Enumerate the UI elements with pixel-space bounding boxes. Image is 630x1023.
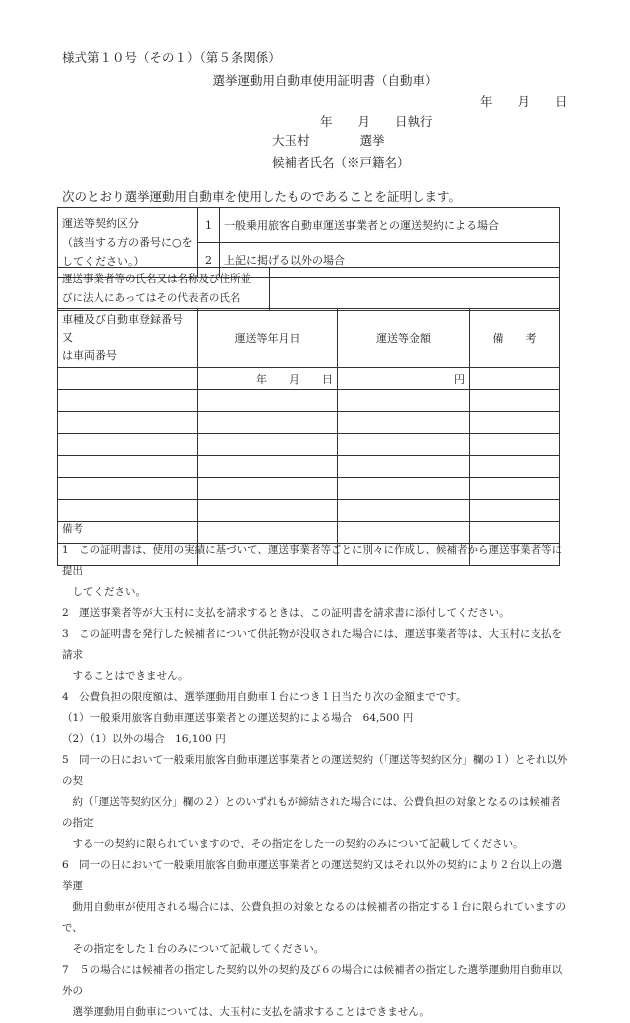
transport-amount-cell[interactable] [338,390,470,412]
transport-date-cell[interactable] [198,478,338,500]
election-date: 年 月 日執行 [320,114,433,129]
contract-option-2-text: 上記に掲げる以外の場合 [220,243,560,278]
note-3-cont: することはできません。 [62,670,189,682]
vehicle-id-header: 車種及び自動車登録番号又 は車両番号 [58,309,198,368]
remarks-cell[interactable] [470,434,560,456]
transport-amount-cell[interactable] [338,412,470,434]
contract-type-label: 運送等契約区分 （該当する方の番号に○を してください。） [58,208,198,278]
vehicle-id-cell[interactable] [58,478,198,500]
note-4-sub-2: （2）（1）以外の場合 16,100 円 [62,733,226,745]
note-6: 6 同一の日において一般乗用旅客自動車運送事業者との運送契約又はそれ以外の契約により２台以上の選挙運 [62,859,563,892]
transport-amount-header: 運送等金額 [338,309,470,368]
transport-amount-cell[interactable]: 円 [338,368,470,390]
election-name: 大玉村 選挙 [272,133,385,148]
transport-date-header: 運送等年月日 [198,309,338,368]
note-7-cont: 選挙運動用自動車については、大玉村に支払を請求することはできません。 [62,1006,430,1018]
operator-field[interactable] [270,268,560,311]
transport-date-cell[interactable]: 年 月 日 [198,368,338,390]
transport-amount-cell[interactable] [338,456,470,478]
vehicle-id-cell[interactable] [58,434,198,456]
notes-section [62,519,570,1023]
transport-amount-cell[interactable] [338,434,470,456]
remarks-cell[interactable] [470,368,560,390]
note-6-cont-2: その指定をした１台のみについて記載してください。 [62,943,325,955]
remarks-cell[interactable] [470,412,560,434]
remarks-header: 備 考 [470,309,560,368]
intro-statement: 次のとおり選挙運動用自動車を使用したものであることを証明します。 [62,189,462,204]
note-5: 5 同一の日において一般乗用旅客自動車運送事業者との運送契約（「運送等契約区分」欄の１）とそれ以外の契 [62,754,568,787]
table-row [58,478,560,500]
remarks-cell[interactable] [470,478,560,500]
note-5-cont-2: する一の契約に限られていますので、その指定をした一の契約のみについて記載してください。 [62,838,524,850]
transport-date-cell[interactable] [198,390,338,412]
form-number: 様式第１０号（その１）（第５条関係） [62,50,281,65]
note-5-cont-1: 約（「運送等契約区分」欄の２）とのいずれもが締結された場合には、公費負担の対象となるのは候補者の指定 [62,796,561,829]
document-title: 選挙運動用自動車使用証明書（自動車） [212,73,438,88]
operator-table [57,267,560,311]
contract-option-2-number[interactable]: 2 [198,243,220,278]
vehicle-id-cell[interactable] [58,456,198,478]
note-7: 7 ５の場合には候補者の指定した契約以外の契約及び６の場合には候補者の指定した選挙運動用自動車以外の [62,964,563,997]
table-row [58,368,560,390]
contract-option-1-text: 一般乗用旅客自動車運送事業者との運送契約による場合 [220,208,560,243]
remarks-cell[interactable] [470,456,560,478]
note-4: 4 公費負担の限度額は、選挙運動用自動車１台につき１日当たり次の金額までです。 [62,691,467,703]
candidate-name: 候補者氏名（※戸籍名） [272,155,410,170]
notes-heading: 備考 [62,523,83,535]
vehicle-id-cell[interactable] [58,390,198,412]
vehicle-id-cell[interactable] [58,412,198,434]
operator-label: 運送事業者等の氏名又は名称及び住所並 びに法人にあってはその代表者の氏名 [58,268,270,311]
table-row [58,456,560,478]
contract-option-1-number[interactable]: 1 [198,208,220,243]
table-row [58,434,560,456]
note-3: 3 この証明書を発行した候補者について供託物が没収された場合には、運送事業者等は、大玉村に支払を請求 [62,628,562,661]
vehicle-id-cell[interactable] [58,368,198,390]
issue-date: 年 月 日 [480,94,568,109]
transport-date-cell[interactable] [198,434,338,456]
transport-date-cell[interactable] [198,456,338,478]
transport-date-cell[interactable] [198,412,338,434]
note-6-cont-1: 動用自動車が使用される場合には、公費負担の対象となるのは候補者の指定する１台に限られていますので、 [62,901,566,934]
table-row [58,390,560,412]
remarks-cell[interactable] [470,390,560,412]
table-row [58,412,560,434]
note-2: 2 運送事業者等が大玉村に支払を請求するときは、この証明書を請求書に添付してください。 [62,607,510,619]
note-4-sub-1: （1）一般乗用旅客自動車運送事業者との運送契約による場合 64,500 円 [62,712,414,724]
transport-amount-cell[interactable] [338,478,470,500]
note-1-cont: してください。 [62,586,146,598]
note-1: 1 この証明書は、使用の実績に基づいて、運送事業者等ごとに別々に作成し、候補者から運送事業者等に提出 [62,544,562,577]
